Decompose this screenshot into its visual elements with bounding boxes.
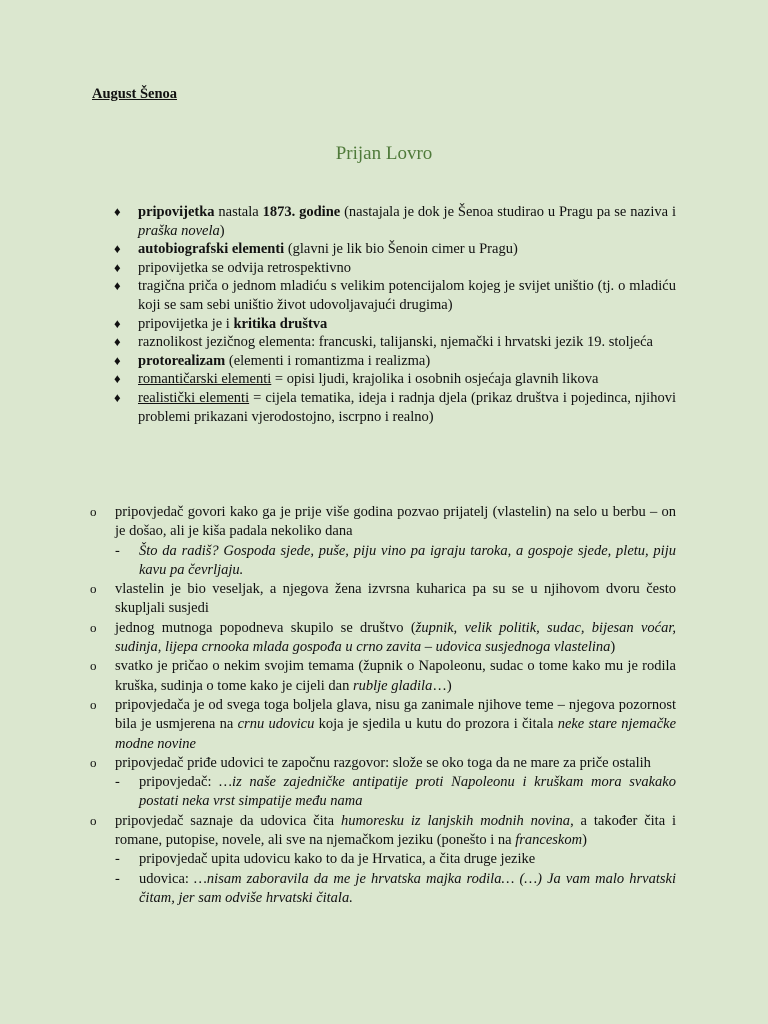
sub-list: [115, 850, 676, 908]
text-run: romantičarski elementi: [138, 371, 272, 388]
list-item: [112, 333, 676, 352]
text-run: …): [432, 677, 452, 694]
diamond-bullet-icon: ♦: [114, 241, 121, 257]
text-run: kritika društva: [233, 315, 328, 332]
list-item: [88, 657, 676, 696]
sub-list-item: [115, 542, 676, 581]
text-run: franceskom: [515, 832, 583, 849]
diamond-bullet-icon: ♦: [114, 389, 121, 405]
text-run: , a također čita i romane, putopise, novele, ali sve na njemačkom jeziku (ponešto i na: [115, 812, 677, 849]
list-item: [112, 389, 676, 426]
diamond-bullet-icon: ♦: [114, 334, 121, 350]
author-heading: August Šenoa: [92, 86, 178, 102]
list-item: [88, 503, 676, 580]
text-run: vlastelin je bio veseljak, a njegova žena izvrsna kuharica pa su se u njihovom dvoru često skupljali susjedi: [115, 581, 676, 617]
sub-list-item: [115, 870, 676, 909]
text-run: ): [582, 832, 587, 849]
list-item: [88, 812, 676, 908]
text-run: pripovijetka: [138, 204, 215, 220]
diamond-bullet-icon: ♦: [114, 259, 121, 275]
list-item: [112, 259, 676, 278]
text-run: župnik, velik politik, sudac, bijesan voćar, sudinja, lijepa crnooka mlada gospođa u crno zavita – udovica susjednoga vlastelina: [115, 619, 676, 656]
text-run: …iz naše zajedničke antipatije proti Napoleonu i kruškam mora svakako postati neka vrst simpatije među nama: [139, 774, 676, 810]
list-item: [112, 240, 676, 259]
text-run: ): [610, 639, 616, 656]
list-item: [112, 370, 676, 389]
text-run: protorealizam: [138, 352, 226, 369]
text-run: = opisi ljudi, krajolika i osobnih osjećaja glavnih likova: [271, 371, 599, 388]
text-run: udovica:: [139, 870, 195, 887]
text-run: (elementi i romantizma i realizma): [225, 352, 431, 369]
dash-bullet-icon: -: [115, 870, 120, 887]
diamond-bullet-icon: ♦: [114, 352, 121, 368]
text-run: tragična priča o jednom mladiću s velikim potencijalom kojeg je svijet uništio (tj. o mladiću koji se sam sebi uništio život udovoljavajući drugima): [138, 278, 676, 313]
text-run: 1873. godine: [262, 204, 341, 220]
text-run: pripovjedač priđe udovici te započnu razgovor: slože se oko toga da ne mare za priče ostalih: [115, 754, 651, 771]
list-item: [112, 277, 676, 314]
text-run: humoresku iz lanjskih modnih novina: [340, 812, 571, 829]
list-item: [112, 315, 676, 334]
sub-list-item: [115, 850, 676, 869]
dash-bullet-icon: -: [115, 774, 120, 791]
text-run: jednog mutnoga popodneva skupilo se društvo (: [115, 619, 416, 636]
diamond-bullet-icon: ♦: [114, 204, 121, 219]
text-run: crnu udovicu: [237, 716, 315, 733]
sub-list: [115, 773, 676, 812]
dash-bullet-icon: -: [115, 542, 120, 559]
text-run: pripovjedač:: [139, 774, 220, 791]
diamond-bullet-icon: ♦: [114, 371, 121, 387]
document-title: Prijan Lovro: [335, 143, 433, 164]
text-run: pripovjedač upita udovicu kako to da je Hrvatica, a čita druge jezike: [139, 851, 536, 868]
text-run: pripovijetka se odvija retrospektivno: [138, 259, 352, 276]
diamond-bullet-icon: ♦: [114, 315, 121, 331]
text-run: Što da radiš? Gospoda sjede, puše, piju vino pa igraju taroka, a gospoje sjede, pletu, piju kavu pa čevrljaju.: [139, 542, 676, 578]
list-item: [88, 619, 676, 658]
text-run: pripovijetka je i: [138, 315, 234, 332]
text-run: pripovjedač saznaje da udovica čita: [115, 812, 341, 829]
list-item: [112, 352, 676, 371]
diamond-bullet-icon: ♦: [114, 278, 121, 294]
circle-bullet-icon: o: [90, 754, 97, 770]
text-run: raznolikost jezičnog elementa: francuski, talijanski, njemački i hrvatski jezik 19. stoljeća: [138, 334, 653, 351]
list-item: [88, 696, 676, 754]
text-run: pripovjedača je od svega toga boljela glava, nisu ga zanimale njihove teme – njegova pozornost bila je usmjerena na: [115, 696, 676, 733]
sub-list-item: [115, 773, 676, 812]
sub-list: [115, 542, 676, 581]
circle-bullet-icon: o: [90, 812, 97, 828]
text-run: = cijela tematika, ideja i radnja djela (prikaz društva i pojedinca, njihovi problemi prikazani vjerodostojno, iscrpno i realno): [138, 389, 676, 425]
text-run: svatko je pričao o nekim svojim temama (župnik o Napoleonu, sudac o tome kako mu je rodila kruška, sudinja o tome kako je cijeli dan: [115, 658, 676, 694]
text-run: (nastajala je dok je Šenoa studirao u Pragu pa se naziva i: [340, 204, 677, 220]
list-item: [88, 580, 676, 619]
text-run: pripovjedač govori kako ga je prije više godina pozvao prijatelj (vlastelin) na selo u berbu – on je došao, ali je kiša padala nekoliko dana: [115, 504, 676, 540]
circle-bullet-icon: o: [90, 658, 97, 674]
text-run: praška novela: [138, 222, 220, 239]
list-item: [88, 754, 676, 812]
circle-bullet-icon: o: [90, 619, 97, 635]
text-run: neke stare njemačke modne novine: [115, 716, 677, 752]
circle-bullet-icon: o: [90, 581, 97, 597]
circle-bullet-icon: o: [90, 696, 97, 712]
text-run: nastala: [214, 204, 263, 220]
dash-bullet-icon: -: [115, 851, 120, 868]
circle-bullet-icon: o: [90, 504, 97, 519]
diamond-bullet-list: [112, 203, 676, 426]
list-item: [112, 203, 676, 240]
text-run: ): [219, 222, 225, 239]
text-run: realistički elementi: [138, 389, 250, 406]
text-run: rublje gladila: [352, 677, 433, 694]
circle-bullet-list: [88, 503, 676, 908]
text-run: …nisam zaboravila da me je hrvatska majka rodila… (…) Ja vam malo hrvatski čitam, jer sam odviše hrvatski čitala.: [139, 870, 676, 906]
text-run: autobiografski elementi: [138, 241, 285, 258]
text-run: (glavni je lik bio Šenoin cimer u Pragu): [284, 241, 518, 258]
text-run: koja je sjedila u kutu do prozora i čitala: [314, 716, 558, 733]
